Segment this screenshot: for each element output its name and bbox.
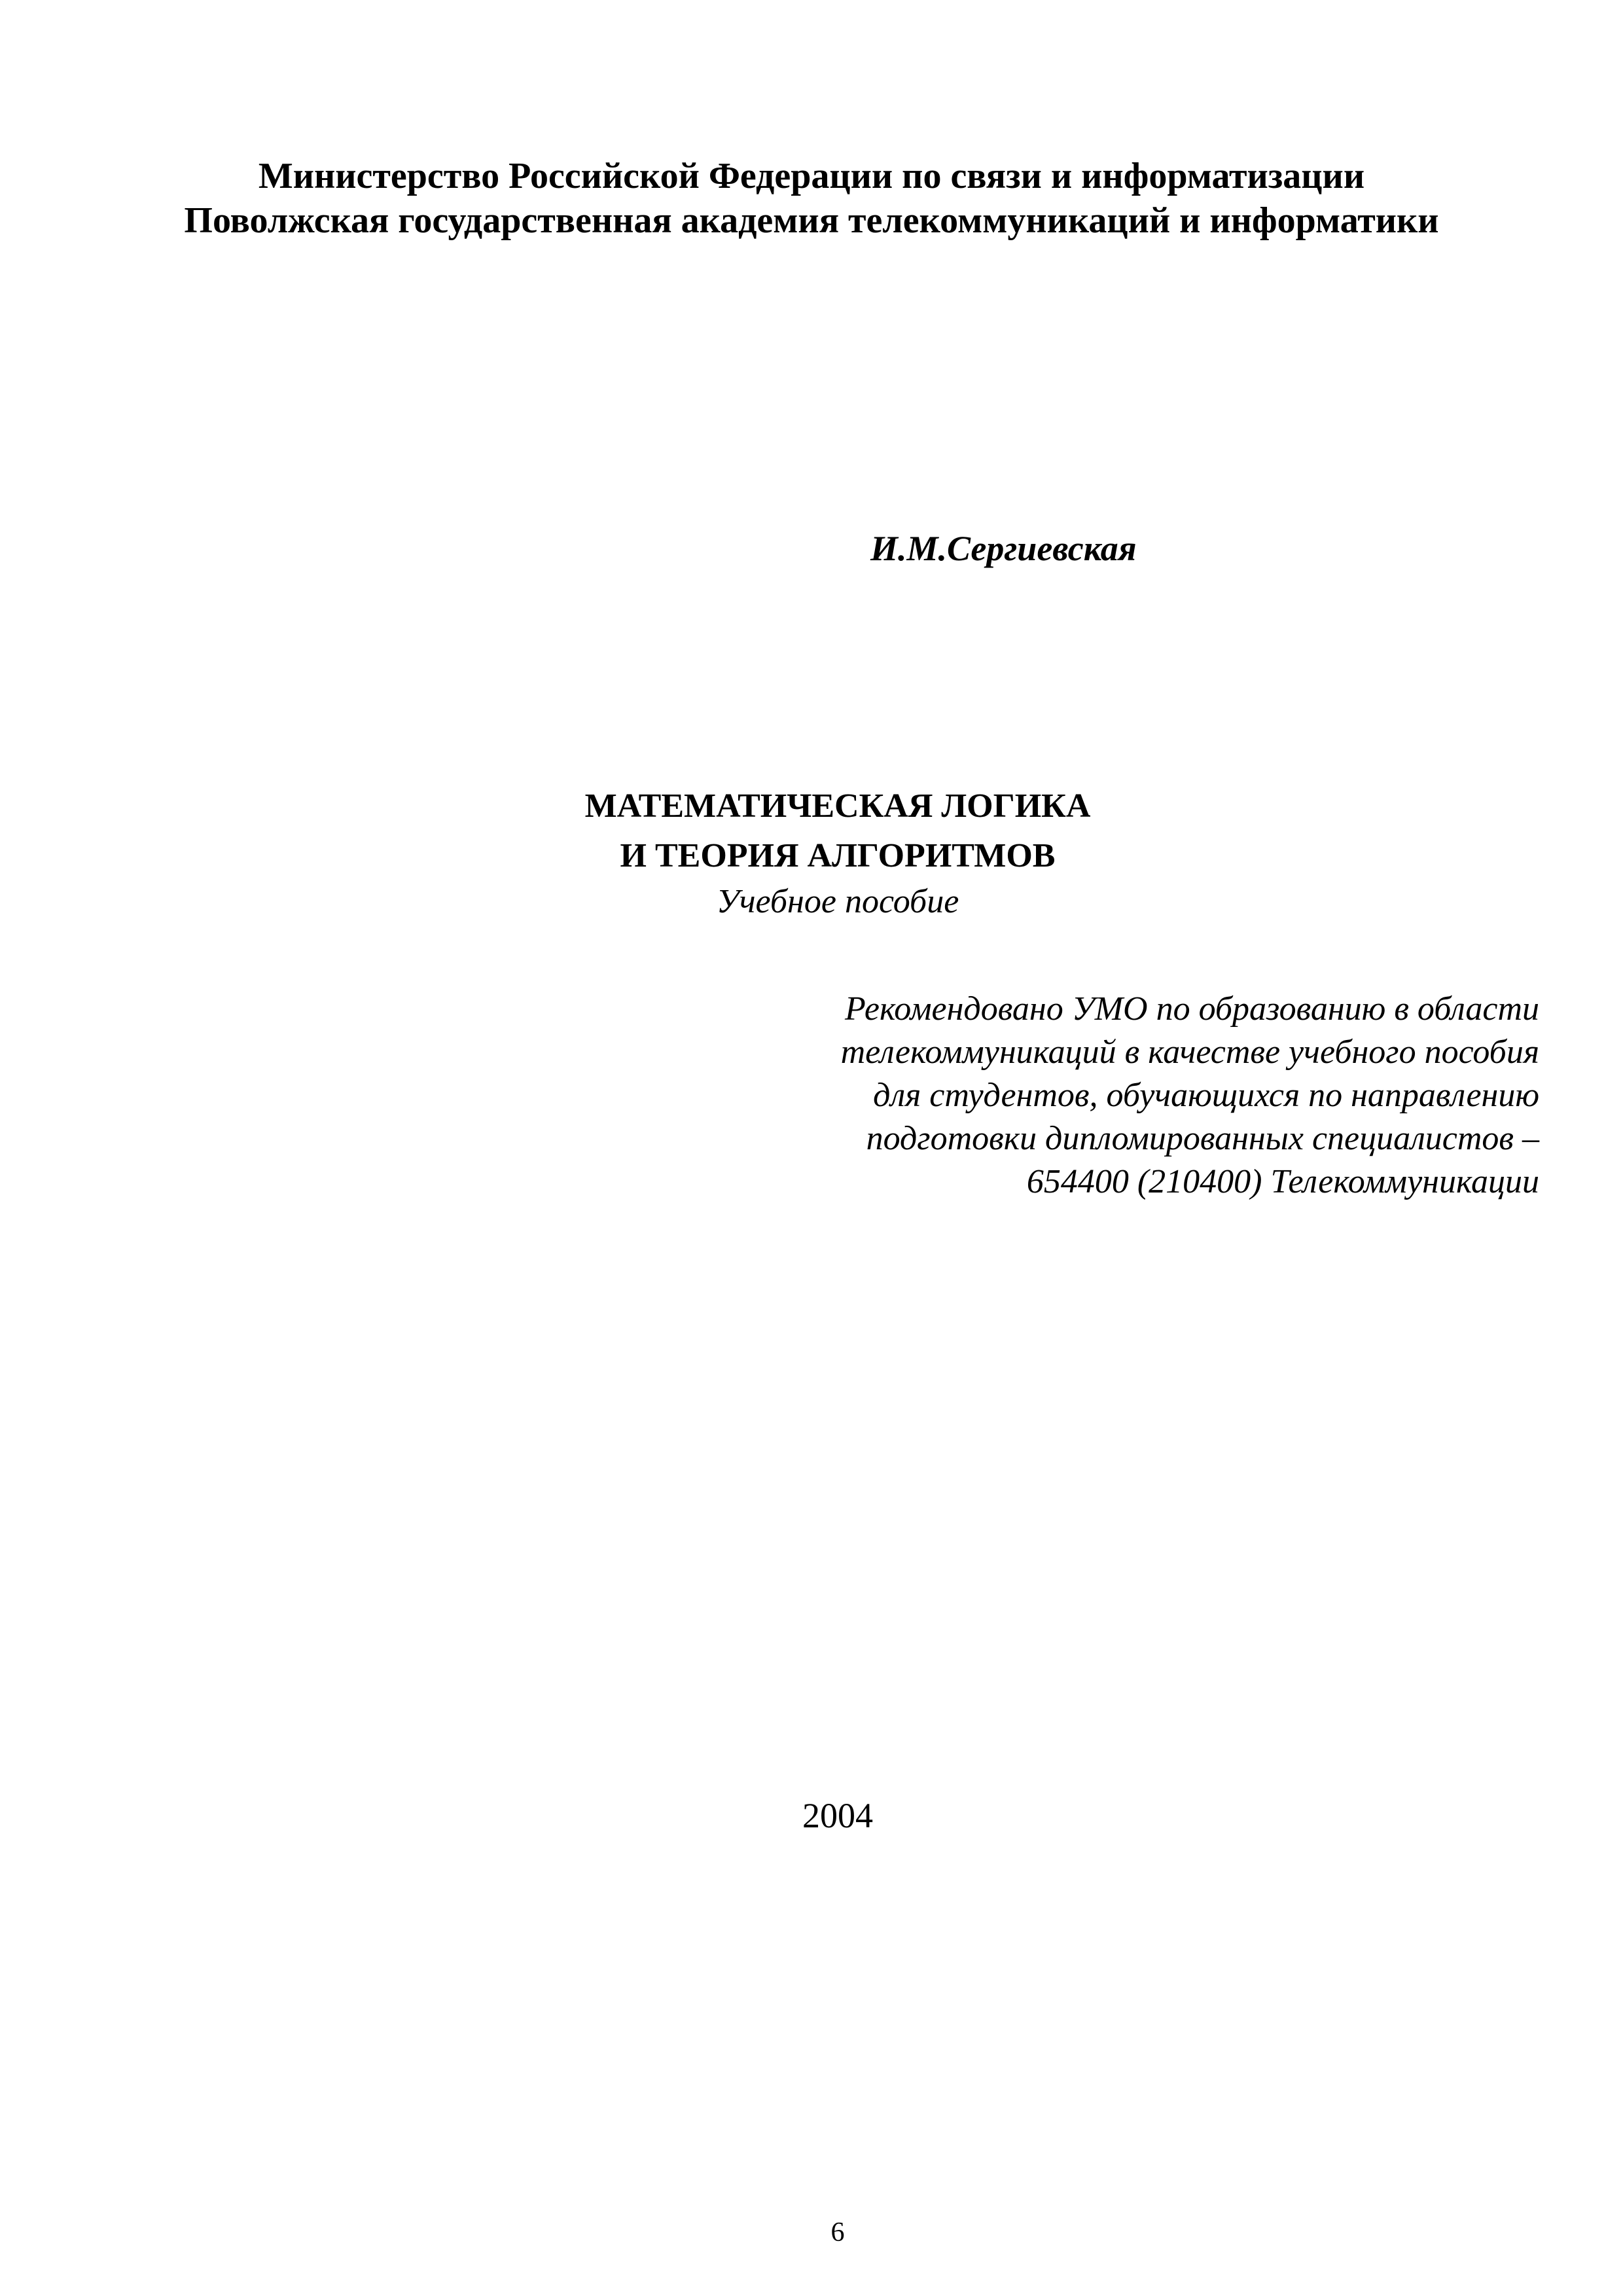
- book-title-line-1: МАТЕМАТИЧЕСКАЯ ЛОГИКА: [584, 787, 1091, 825]
- page-number: 6: [830, 2217, 845, 2248]
- ministry-name: Министерство Российской Федерации по связи и информатизации: [258, 156, 1365, 196]
- recommendation-line: подготовки дипломированных специалистов –: [866, 1120, 1539, 1157]
- recommendation-line: телекоммуникаций в качестве учебного пособия: [840, 1033, 1539, 1071]
- recommendation-line: 654400 (210400) Телекоммуникации: [1026, 1163, 1539, 1200]
- book-title-line-2: И ТЕОРИЯ АЛГОРИТМОВ: [620, 837, 1056, 874]
- book-subtitle: Учебное пособие: [716, 883, 959, 920]
- author-name: И.М.Сергиевская: [870, 529, 1137, 568]
- publication-year: 2004: [802, 1796, 873, 1835]
- recommendation-line: Рекомендовано УМО по образованию в области: [845, 990, 1539, 1028]
- recommendation-line: для студентов, обучающихся по направлению: [873, 1077, 1539, 1114]
- academy-name: Поволжская государственная академия телекоммуникаций и информатики: [184, 200, 1439, 241]
